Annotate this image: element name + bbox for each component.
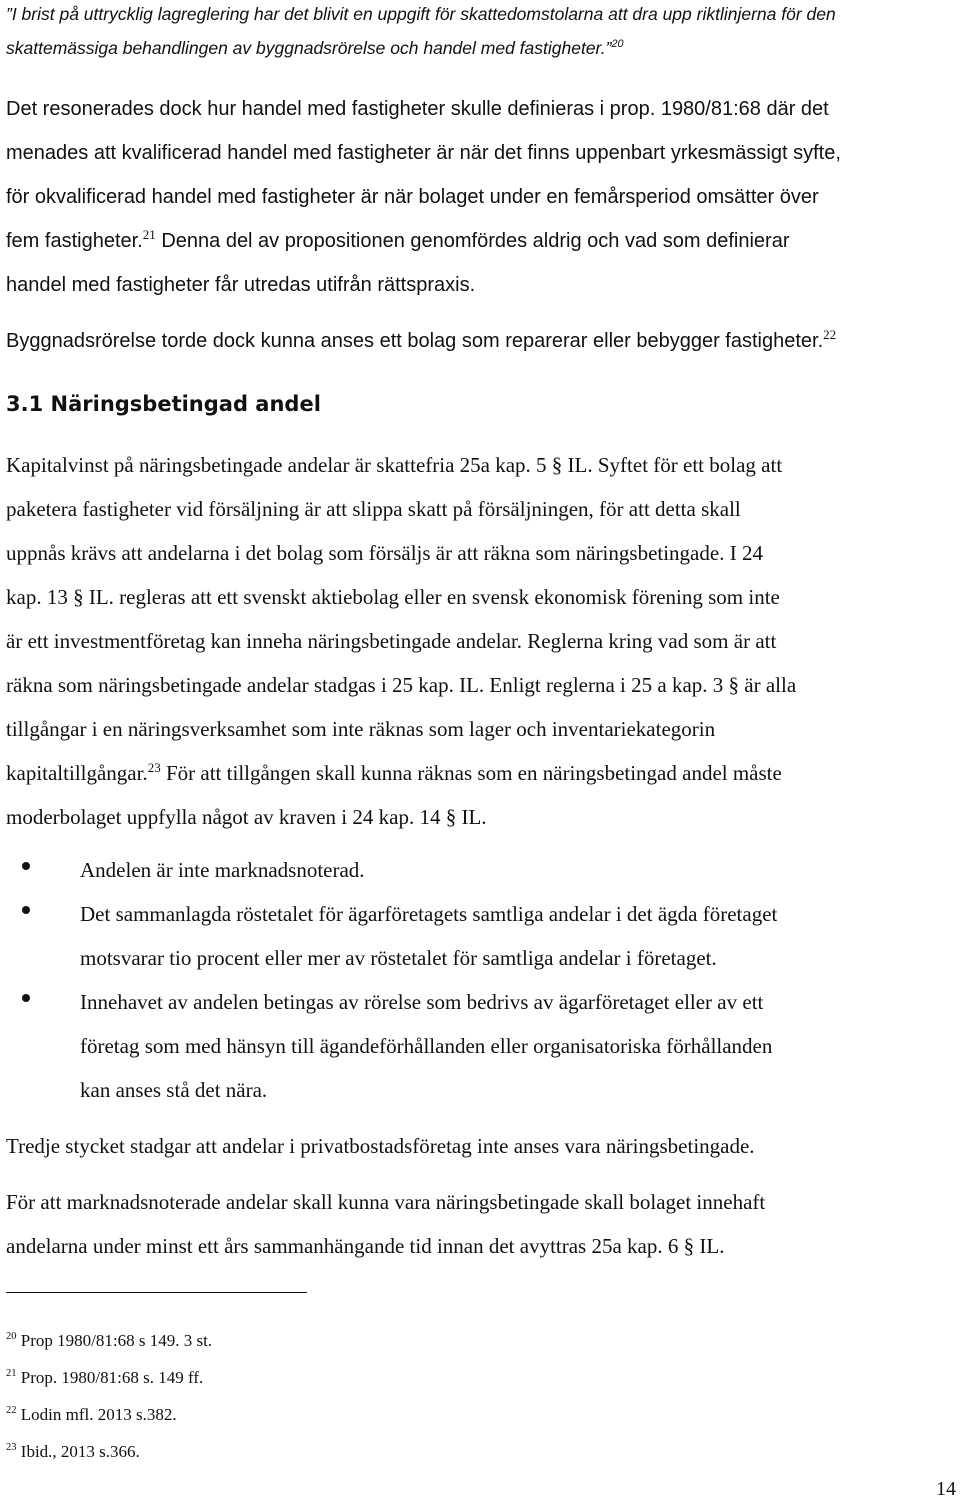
para2-text: Byggnadsrörelse torde dock kunna anses ett bolag som reparerar eller bebygger fastigheter. [6, 330, 824, 352]
para3-line-1 [6, 452, 782, 478]
para2-line [6, 327, 836, 356]
quote-line-2 [6, 37, 624, 62]
quote-text-1: ”I brist på uttrycklig lagreglering har det blivit en uppgift för skattedomstolarna att dra upp riktlinjerna för den [6, 4, 836, 24]
para3-text-5: är ett investmentföretag kan inneha näringsbetingade andelar. Reglerna kring vad som är att [6, 629, 777, 653]
para1-text-2: menades att kvalificerad handel med fastigheter är när det finns uppenbart yrkesmässigt syfte, [6, 142, 841, 164]
footnote-separator [6, 1292, 307, 1293]
para1-text-4a: fem fastigheter. [6, 230, 143, 252]
bullet-3-line-2: företag som med hänsyn till ägandeförhållanden eller organisatoriska förhållanden [80, 1034, 773, 1058]
bullet-2-line-1: Det sammanlagda röstetalet för ägarföretagets samtliga andelar i det ägda företaget [80, 902, 778, 926]
para3-text-8b: För att tillgången skall kunna räknas som en näringsbetingad andel måste [160, 761, 782, 785]
bullet-2-dot [22, 906, 30, 914]
footnote-number: 22 [6, 1405, 17, 1417]
footnote-text: Ibid., 2013 s.366. [16, 1442, 140, 1461]
para1-line-5 [6, 271, 475, 298]
para5-text-2: andelarna under minst ett års sammanhängande tid innan det avyttras 25a kap. 6 § IL. [6, 1234, 725, 1258]
para3-text-9: moderbolaget uppfylla något av kraven i 24 kap. 14 § IL. [6, 805, 487, 829]
section-heading: 3.1 Näringsbetingad andel [6, 392, 321, 416]
footnote-text: Prop. 1980/81:68 s. 149 ff. [16, 1368, 204, 1387]
para3-text-7: tillgångar i en näringsverksamhet som inte räknas som lager och inventariekategorin [6, 717, 716, 741]
para5-line-1 [6, 1189, 765, 1215]
footnote-22 [6, 1404, 177, 1429]
footnote-text: Lodin mfl. 2013 s.382. [16, 1405, 177, 1424]
para1-text-3: för okvalificerad handel med fastigheter är när bolaget under en femårsperiod omsätter över [6, 186, 819, 208]
footnote-text: Prop 1980/81:68 s 149. 3 st. [16, 1331, 213, 1350]
quote-text-2: skattemässiga behandlingen av byggnadsrörelse och handel med fastigheter.” [6, 38, 612, 58]
para4-line [6, 1133, 755, 1159]
para4-text: Tredje stycket stadgar att andelar i privatbostadsföretag inte anses vara näringsbetingade. [6, 1134, 755, 1158]
para3-text-2: paketera fastigheter vid försäljning är att slippa skatt på försäljningen, för att detta skall [6, 497, 741, 521]
footnote-ref-23[interactable]: 23 [147, 759, 161, 775]
para3-text-4: kap. 13 § IL. regleras att ett svenskt aktiebolag eller en svensk ekonomisk förening som inte [6, 585, 780, 609]
bullet-3-dot [22, 994, 30, 1002]
footnote-ref-21[interactable]: 21 [142, 226, 156, 242]
para3-line-2 [6, 496, 741, 522]
footnote-21 [6, 1367, 203, 1392]
para1-line-1 [6, 95, 829, 122]
footnote-number: 20 [6, 1331, 17, 1343]
para3-text-3: uppnås krävs att andelarna i det bolag som försäljs är att räkna som näringsbetingade. I 24 [6, 541, 763, 565]
para3-text-1: Kapitalvinst på näringsbetingade andelar är skattefria 25a kap. 5 § IL. Syftet för ett bolag att [6, 453, 783, 477]
para1-line-3 [6, 183, 819, 210]
bullet-3-line-1: Innehavet av andelen betingas av rörelse som bedrivs av ägarföretaget eller av ett [80, 990, 764, 1014]
para3-line-5 [6, 628, 776, 654]
para3-line-9 [6, 804, 487, 830]
para1-line-4 [6, 227, 789, 256]
para3-line-3 [6, 540, 763, 566]
para3-line-6 [6, 672, 796, 698]
para1-line-2 [6, 139, 841, 166]
footnote-ref-22[interactable]: 22 [823, 326, 837, 342]
para3-text-8a: kapitaltillgångar. [6, 761, 148, 785]
footnote-number: 21 [6, 1368, 17, 1380]
footnote-number: 23 [6, 1442, 17, 1454]
bullet-2-line-2: motsvarar tio procent eller mer av röstetalet för samtliga andelar i företaget. [80, 946, 717, 970]
para5-line-2 [6, 1233, 724, 1259]
para1-text-4b: Denna del av propositionen genomfördes aldrig och vad som definierar [155, 230, 790, 252]
footnote-20 [6, 1330, 212, 1355]
quote-line-1 [6, 3, 836, 25]
para3-line-4 [6, 584, 780, 610]
bullet-3-line-3: kan anses stå det nära. [80, 1078, 268, 1102]
para1-text-1: Det resonerades dock hur handel med fastigheter skulle definieras i prop. 1980/81:68 där det [6, 98, 829, 120]
footnote-ref-20[interactable]: 20 [611, 37, 624, 50]
bullet-1-dot [22, 862, 30, 870]
para3-text-6: räkna som näringsbetingade andelar stadgas i 25 kap. IL. Enligt reglerna i 25 a kap. 3 § är alla [6, 673, 797, 697]
bullet-1-line-1: Andelen är inte marknadsnoterad. [80, 858, 365, 882]
para3-line-8 [6, 760, 782, 789]
footnote-23 [6, 1441, 140, 1466]
para1-text-5: handel med fastigheter får utredas utifrån rättspraxis. [6, 274, 476, 296]
para3-line-7 [6, 716, 715, 742]
para5-text-1: För att marknadsnoterade andelar skall kunna vara näringsbetingade skall bolaget innehaft [6, 1190, 766, 1214]
page-number: 14 [936, 1478, 956, 1500]
